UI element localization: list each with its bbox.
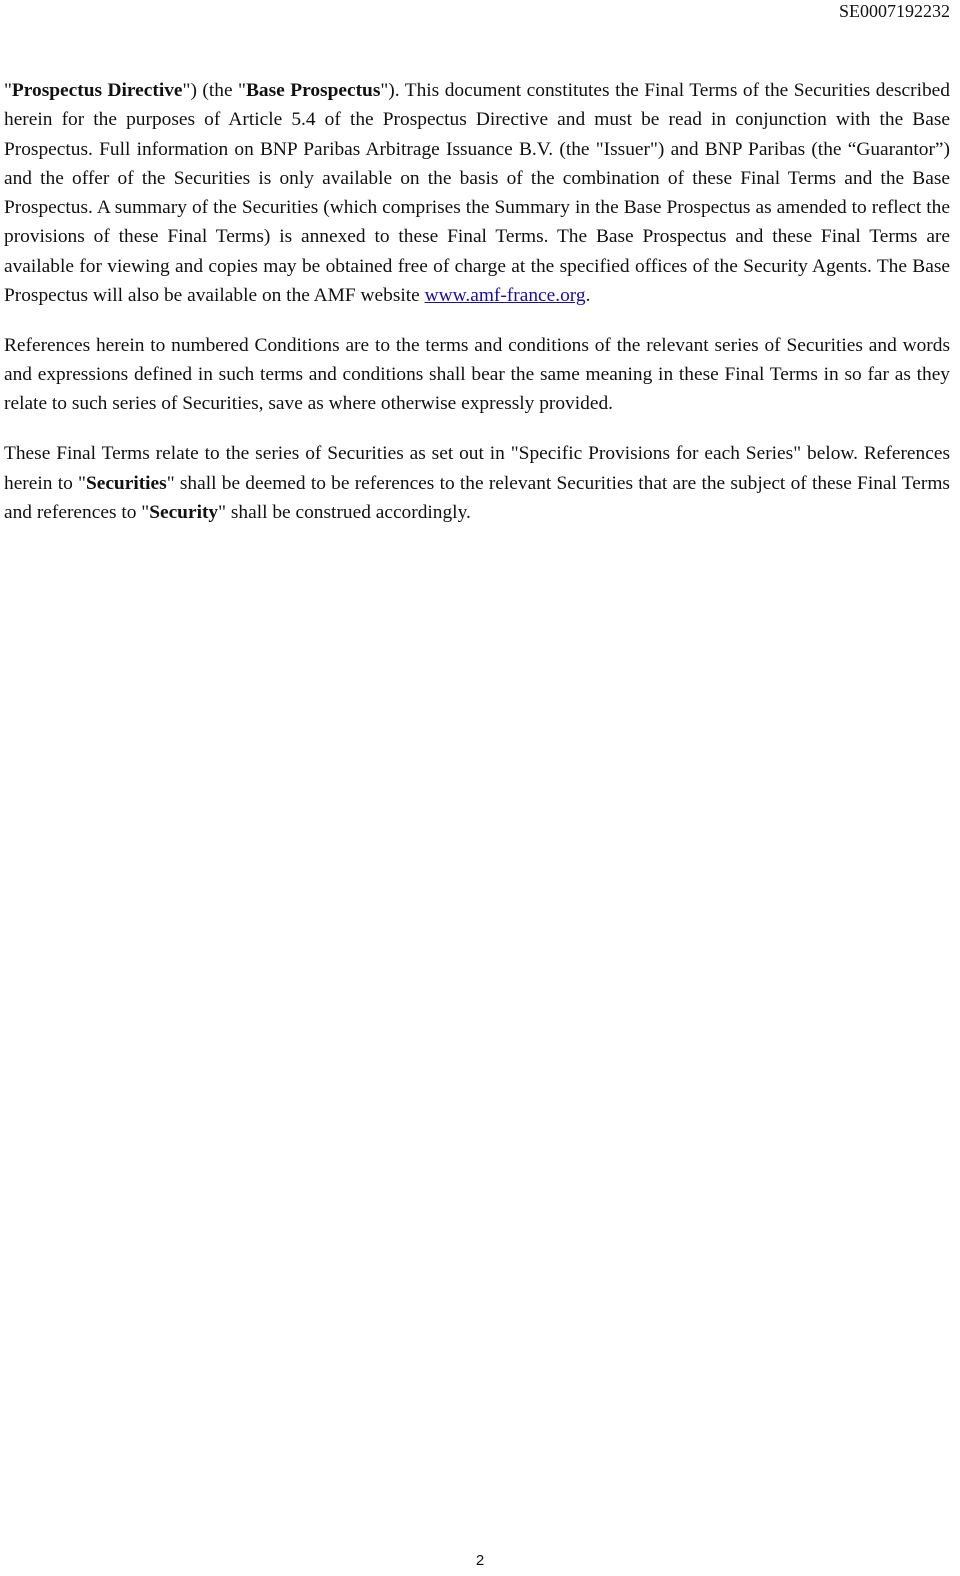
text-span: "). This document constitutes the Final Terms of the Securities described herein for the purposes of Article 5.4 of the Prospectus Directive and must be read in conjunction with the Base Prospectus. Full information on BNP Paribas Arbitrage Issuance B.V. (the "Issuer") and BNP Paribas (the “Guarantor”) and the offer of the Securities is only available on the basis of the combination of these Final Terms and the Base Prospectus. A summary of the Securities (which comprises the Summary in the Base Prospectus as amended to reflect the provisions of these Final Terms) is annexed to these Final Terms. The Base Prospectus and these Final Terms are available for viewing and copies may be obtained free of charge at the specified offices of the Security Agents. The Base Prospectus will also be available on the AMF website: [4, 80, 950, 307]
amf-website-link[interactable]: www.amf-france.org: [424, 285, 586, 307]
paragraph-prospectus-info: [4, 76, 950, 310]
text-span: " shall be construed accordingly.: [218, 501, 471, 523]
text-span: These Final Terms relate to the series of Securities as set out in "Specific Provisions for each Series" below. References herein to ": [4, 443, 950, 494]
text-span: ": [4, 80, 12, 101]
paragraph-conditions-references: References herein to numbered Conditions are to the terms and conditions of the relevant series of Securities and words and expressions defined in such terms and conditions shall bear the same meaning in these Final Terms in so far as they relate to such series of Securities, save as where otherwise expressly provided.: [4, 334, 950, 415]
text-span: " shall be deemed to be references to the relevant Securities that are the subject of these Final Terms and references to ": [4, 472, 950, 523]
defined-term-base-prospectus: Base Prospectus: [245, 80, 381, 101]
defined-term-prospectus-directive: Prospectus Directive: [11, 80, 183, 101]
text-span: ") (the ": [182, 80, 246, 101]
page-number: 2: [475, 1552, 485, 1569]
document-id: SE0007192232: [838, 1, 950, 21]
defined-term-security: Security: [149, 501, 219, 523]
paragraph-series-definitions: [4, 439, 950, 527]
text-span: .: [585, 285, 591, 307]
document-body: [4, 76, 950, 548]
defined-term-securities: Securities: [85, 472, 167, 494]
